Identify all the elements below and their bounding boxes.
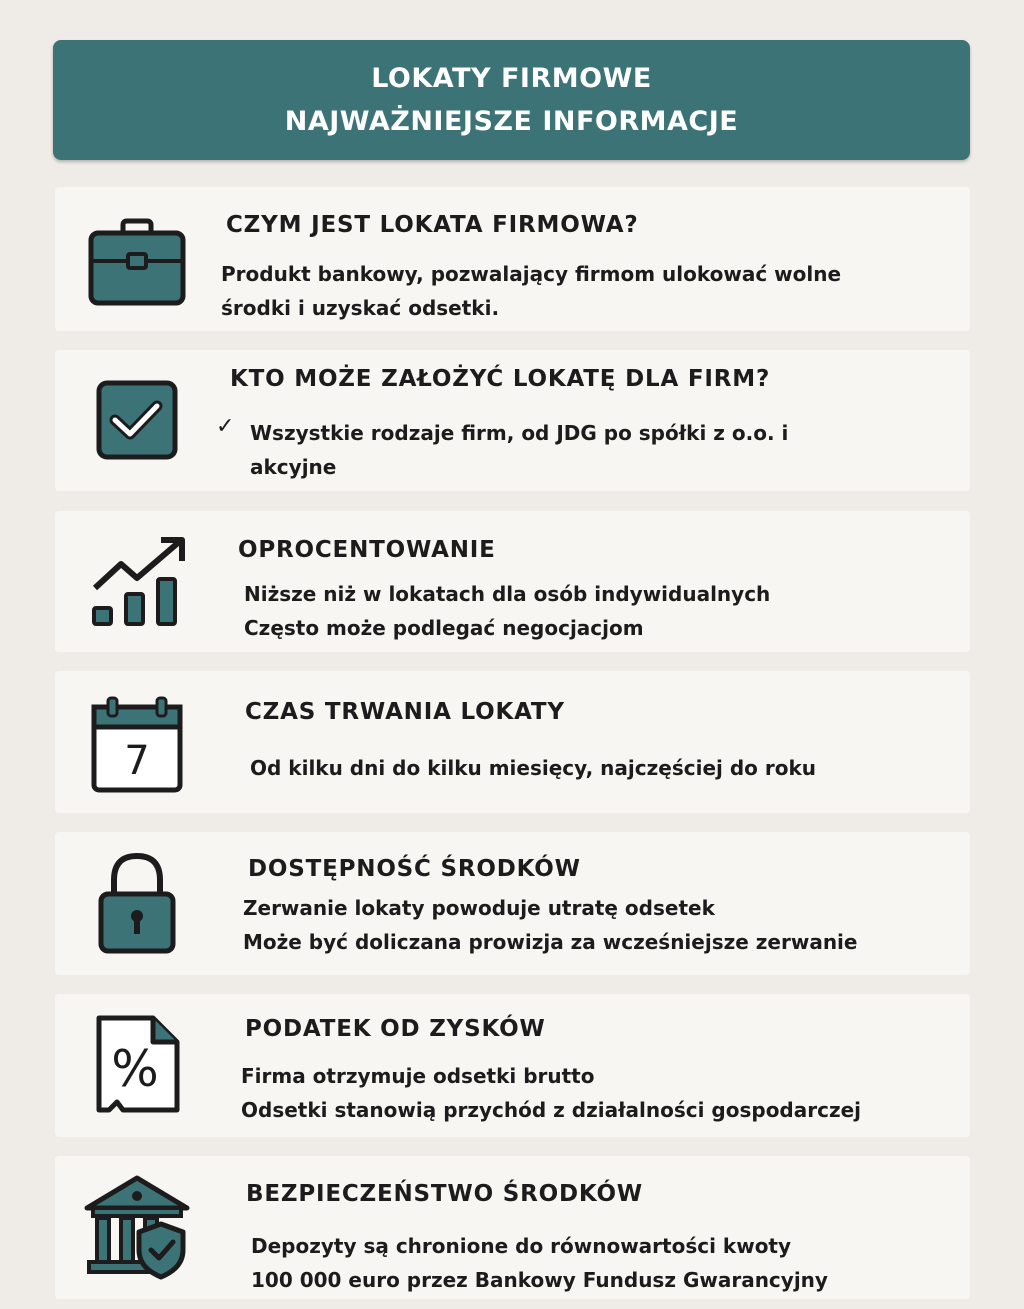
briefcase-icon — [87, 217, 187, 307]
section-title: DOSTĘPNOŚĆ ŚRODKÓW — [248, 856, 581, 882]
body-line: Zerwanie lokaty powoduje utratę odsetek — [243, 896, 715, 920]
percent-sign: % — [111, 1040, 159, 1098]
body-line: Może być doliczana prowizja za wcześniejsze zerwanie — [243, 930, 858, 954]
section-body — [241, 1059, 861, 1127]
growth-chart-icon — [91, 536, 186, 630]
calendar-icon — [91, 695, 183, 793]
card-who-can — [55, 350, 970, 491]
body-line: Od kilku dni do kilku miesięcy, najczęściej do roku — [250, 756, 816, 780]
header-subtitle: NAJWAŻNIEJSZE INFORMACJE — [284, 106, 739, 137]
padlock-icon — [97, 852, 177, 954]
body-line: Produkt bankowy, pozwalający firmom ulokować wolne — [221, 262, 842, 286]
body-line: Niższe niż w lokatach dla osób indywidualnych — [244, 582, 771, 606]
section-body — [251, 1229, 828, 1297]
body-line: środki i uzyskać odsetki. — [221, 296, 500, 320]
body-line: Odsetki stanowią przychód z działalności gospodarczej — [241, 1098, 862, 1122]
body-line: Depozyty są chronione do równowartości kwoty — [251, 1234, 792, 1258]
card-availability — [55, 832, 970, 975]
body-line: akcyjne — [250, 455, 337, 479]
section-body — [244, 577, 770, 645]
body-line: Wszystkie rodzaje firm, od JDG po spółki z o.o. i — [250, 421, 789, 445]
section-title: CZYM JEST LOKATA FIRMOWA? — [226, 212, 639, 238]
calendar-day: 7 — [124, 738, 150, 784]
section-title: BEZPIECZEŃSTWO ŚRODKÓW — [246, 1181, 643, 1207]
body-line: Często może podlegać negocjacjom — [244, 616, 644, 640]
section-body — [250, 416, 788, 484]
checkbox-icon — [95, 380, 179, 460]
card-interest — [55, 511, 970, 652]
section-body — [243, 891, 857, 959]
bank-shield-icon — [83, 1174, 191, 1280]
section-title: CZAS TRWANIA LOKATY — [245, 699, 565, 725]
section-body — [250, 751, 816, 785]
section-body — [221, 257, 841, 325]
card-safety — [55, 1156, 970, 1299]
section-title: OPROCENTOWANIE — [238, 537, 496, 563]
card-duration — [55, 671, 970, 813]
body-line: 100 000 euro przez Bankowy Fundusz Gwarancyjny — [251, 1268, 828, 1292]
check-mark-icon: ✓ — [216, 414, 235, 439]
percent-document-icon — [95, 1014, 181, 1114]
section-title: PODATEK OD ZYSKÓW — [245, 1016, 546, 1042]
header-banner — [53, 40, 970, 160]
card-tax — [55, 994, 970, 1137]
body-line: Firma otrzymuje odsetki brutto — [241, 1064, 595, 1088]
header-title: LOKATY FIRMOWE — [371, 63, 652, 94]
section-title: KTO MOŻE ZAŁOŻYĆ LOKATĘ DLA FIRM? — [230, 366, 771, 392]
card-what-is — [55, 187, 970, 331]
